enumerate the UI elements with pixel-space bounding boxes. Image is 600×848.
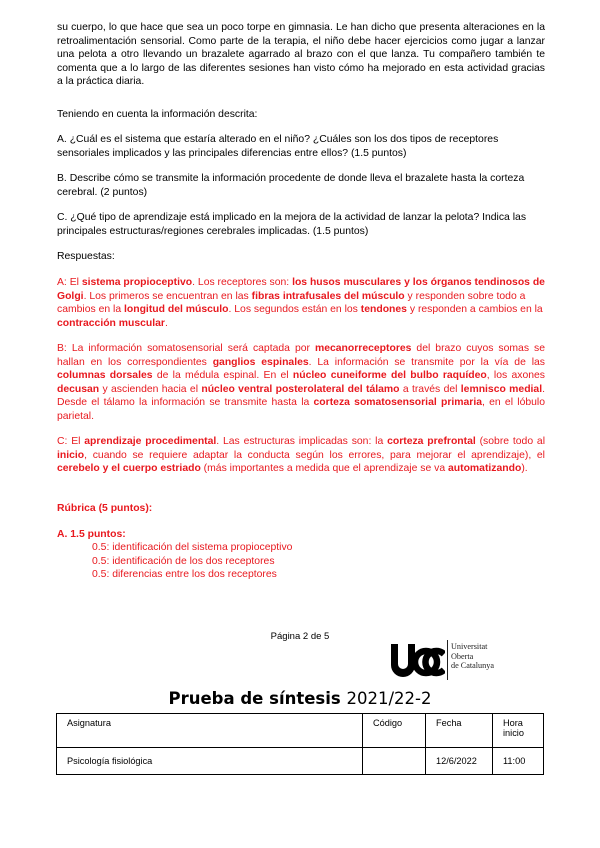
answer-key-term: corteza prefrontal	[387, 436, 476, 447]
answer-key-term: fibras intrafusales del músculo	[251, 290, 405, 302]
answer-text-segment: .	[164, 317, 168, 329]
header-codigo: Código	[363, 714, 426, 748]
cell-codigo	[363, 748, 426, 775]
answer-text-segment: ).	[521, 463, 528, 475]
answer-text-segment: . La información se transmite por la vía de las	[308, 356, 545, 368]
rubric-a-heading: A. 1.5 puntos:	[57, 529, 126, 540]
answer-key-term: núcleo cuneiforme del bulbo raquídeo	[292, 370, 487, 382]
answer-key-term: decusan	[57, 383, 100, 395]
logo-divider	[447, 640, 448, 680]
answer-key-term: ganglios espinales	[212, 356, 309, 368]
answer-text-segment: y responden sobre todo a cambios en la	[57, 290, 526, 316]
answer-text-segment: B: La información somatosensorial será captada por	[57, 343, 315, 354]
answer-key-term: aprendizaje procedimental	[84, 436, 217, 447]
answer-text-segment: y responden a cambios en la	[406, 304, 543, 316]
header-asignatura: Asignatura	[57, 714, 363, 748]
answers-heading: Respuestas:	[57, 251, 115, 262]
exam-title-text: Prueba de síntesis	[168, 689, 341, 708]
logo-line-1: Universitat	[451, 642, 488, 651]
logo-wordmark	[451, 642, 494, 671]
logo-line-2: Oberta	[451, 651, 474, 661]
page-number: Página 2 de 5	[270, 631, 330, 642]
answer-text-segment: (sobre todo al	[475, 436, 546, 447]
answer-a	[57, 276, 545, 330]
answer-text-segment: del brazo cuyos somas se hallan en los correspondientes	[57, 343, 546, 368]
lead-in: Teniendo en cuenta la información descrita:	[57, 109, 258, 120]
answer-key-term: longitud del músculo	[124, 304, 229, 316]
question-a: A. ¿Cuál es el sistema que estaría alterado en el niño? ¿Cuáles son los dos tipos de receptores sensoriales implicados y las principales diferencias entre ellos? (1.5 puntos)	[57, 134, 499, 159]
cell-hora: 11:00	[493, 748, 544, 775]
answer-key-term: lemnisco medial	[460, 383, 543, 395]
cell-fecha: 12/6/2022	[426, 748, 493, 775]
uoc-logo	[389, 638, 509, 684]
table-row	[57, 748, 544, 775]
rubric-heading: Rúbrica (5 puntos):	[57, 503, 153, 514]
question-b: B. Describe cómo se transmite la información procedente de donde lleva el brazalete hasta la corteza cerebral. (2 puntos)	[57, 173, 525, 198]
answer-key-term: inicio	[57, 449, 85, 461]
answer-b	[57, 342, 545, 424]
header-fecha: Fecha	[426, 714, 493, 748]
answer-text-segment: . Desde el tálamo la información se transmite hasta la	[57, 383, 545, 409]
question-c: C. ¿Qué tipo de aprendizaje está implicado en la mejora de la actividad de lanzar la pelota? Indica las principales estructuras/regiones cerebrales implicadas. (1.5 puntos)	[57, 212, 527, 237]
answer-text-segment: de la médula espinal. En el	[152, 370, 293, 382]
exam-info-table	[56, 713, 544, 775]
uoc-logo-mark	[389, 642, 445, 678]
logo-line-3: de Catalunya	[451, 661, 494, 671]
answer-key-term: automatizando	[448, 463, 522, 475]
exam-title	[0, 689, 600, 708]
answer-text-segment: . Las estructuras implicadas son: la	[216, 436, 388, 447]
answer-text-segment: , en el lóbulo parietal.	[57, 397, 545, 422]
answer-text-segment: A: El	[57, 277, 82, 288]
answer-key-term: núcleo ventral posterolateral del tálamo	[201, 383, 400, 395]
answer-text-segment: , los axones	[486, 370, 546, 382]
answer-key-term: los husos musculares y los órganos tendinosos de Golgi	[57, 277, 545, 302]
answer-text-segment: . Los primeros se encuentran en las	[83, 290, 252, 302]
answer-text-segment: . Los receptores son:	[192, 277, 293, 288]
answer-text-segment: (más importantes a medida que el aprendizaje se va	[200, 463, 448, 475]
answer-key-term: sistema propioceptivo	[81, 277, 193, 288]
answer-key-term: contracción muscular	[57, 317, 165, 329]
intro-continuation: su cuerpo, lo que hace que sea un poco torpe en gimnasia. Le han dicho que presenta alteraciones en la retroalimentación sensorial. Como parte de la terapia, el niño debe hacer ejercicios como jugar a lanzar una pelota a otro llevando un brazalete agarrado al brazo con el que lanza. Tu compañero también te comenta que a lo largo de las diferentes sesiones han visto cómo ha mejorado en esta actividad gracias a la práctica diaria.	[57, 22, 545, 88]
answer-key-term: tendones	[360, 304, 407, 316]
answer-key-term: columnas dorsales	[57, 370, 153, 382]
answer-text-segment: a través del	[399, 383, 461, 395]
answer-c	[57, 435, 545, 476]
answer-text-segment: , cuando se requiere adaptar la conducta según los errores, para mejorar el aprendizaje), el	[84, 449, 545, 461]
cell-asignatura: Psicología fisiológica	[57, 748, 363, 775]
table-header-row	[57, 714, 544, 748]
exam-year: 2021/22-2	[346, 689, 432, 708]
answer-key-term: cerebelo y el cuerpo estriado	[57, 463, 201, 475]
answer-key-term: mecanorreceptores	[314, 343, 412, 354]
header-hora-inicio: Hora inicio	[493, 714, 544, 748]
answer-text-segment: C: El	[57, 436, 85, 447]
rubric-a-item: 0.5: identificación del sistema propioceptivo	[92, 542, 293, 553]
rubric-a-item: 0.5: identificación de los dos receptores	[92, 556, 275, 567]
answer-text-segment: . Los segundos están en los	[228, 304, 361, 316]
rubric-a-item: 0.5: diferencias entre los dos receptores	[92, 569, 277, 580]
answer-key-term: corteza somatosensorial primaria	[313, 397, 482, 409]
answer-text-segment: y ascienden hacia el	[99, 383, 202, 395]
